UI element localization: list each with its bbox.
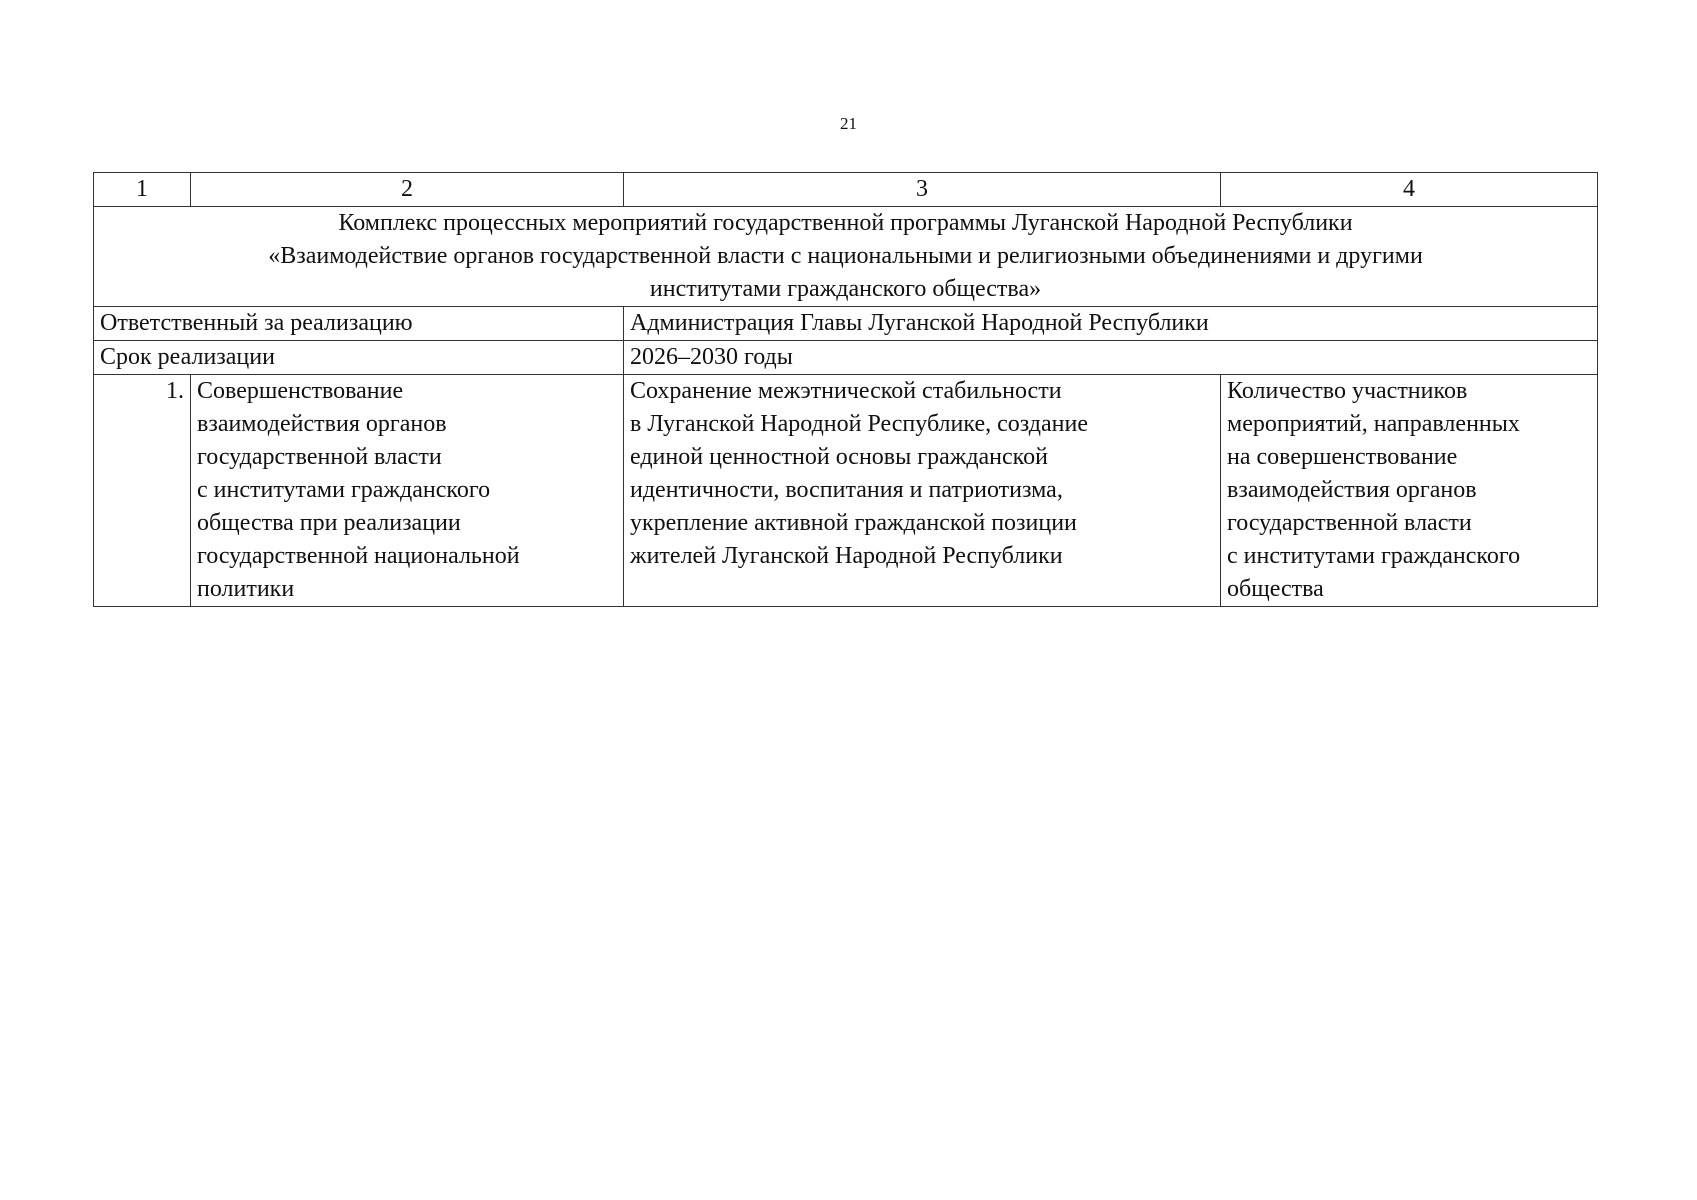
period-value: 2026–2030 годы <box>624 341 1598 375</box>
indicator-cell: Количество участников мероприятий, направленных на совершенствование взаимодействия органов государственной власти с институтами гражданского общества <box>1221 375 1598 607</box>
column-number-3: 3 <box>624 173 1221 207</box>
period-label: Срок реализации <box>94 341 624 375</box>
column-number-row <box>94 173 1598 207</box>
responsible-row <box>94 307 1598 341</box>
period-row <box>94 341 1598 375</box>
page-number: 21 <box>840 114 857 133</box>
program-table <box>93 172 1598 607</box>
section-title-line-1: Комплекс процессных мероприятий государственной программы Луганской Народной Республики <box>338 210 1353 236</box>
responsible-label: Ответственный за реализацию <box>94 307 624 341</box>
column-number-2: 2 <box>191 173 624 207</box>
section-title-row <box>94 207 1598 307</box>
section-title-line-2: «Взаимодействие органов государственной власти с национальными и религиозными объединениями и другими <box>268 243 1423 269</box>
row-number: 1. <box>94 375 191 607</box>
section-title <box>94 207 1598 307</box>
task-cell: Совершенствование взаимодействия органов государственной власти с институтами гражданского общества при реализации государственной национальной политики <box>191 375 624 607</box>
result-cell: Сохранение межэтнической стабильности в Луганской Народной Республике, создание единой ценностной основы гражданской идентичности, воспитания и патриотизма, укрепление активной гражданской позиции жителей Луганской Народной Республики <box>624 375 1221 607</box>
table-row <box>94 375 1598 607</box>
responsible-value: Администрация Главы Луганской Народной Республики <box>624 307 1598 341</box>
section-title-line-3: институтами гражданского общества» <box>649 276 1042 302</box>
column-number-1: 1 <box>94 173 191 207</box>
column-number-4: 4 <box>1221 173 1598 207</box>
